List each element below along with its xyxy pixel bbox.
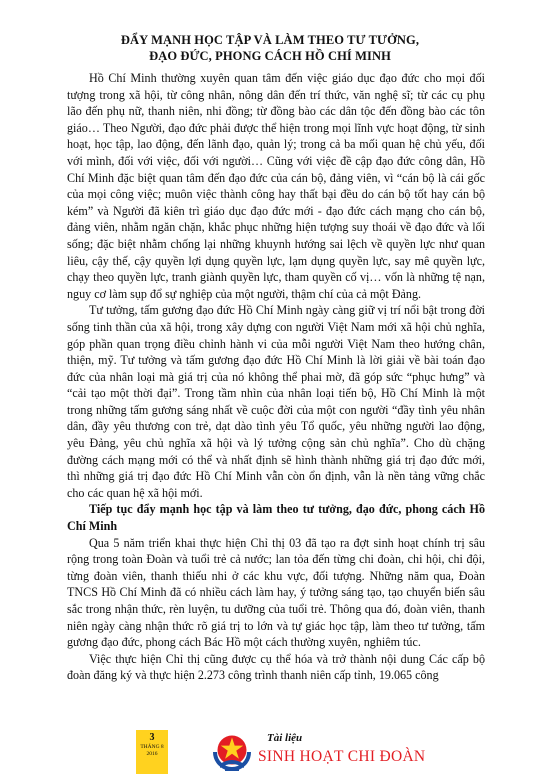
paragraph-2: Tư tưởng, tấm gương đạo đức Hồ Chí Minh ngày càng giữ vị trí nổi bật trong đời sống tinh thần của xã hội, trong xây dựng con người Việt Nam mới xã hội chủ nghĩa, góp phần quan trọng điều chỉnh hành vi của mỗi người Việt Nam theo hướng chân, thiện, mỹ. Tư tưởng và tấm gương đạo đức Hồ Chí Minh là lời giải về bài toán đạo đức của nhân loại mà giá trị của nó không thể phai mờ, đã góp sức “phục hưng” và “cải tạo một thời đại”. Trong tầm nhìn của nhân loại tiến bộ, Hồ Chí Minh là một trong những tấm gương sáng nhất về cuộc đời của một con người “đầy tình yêu nhân dân, đầy yêu thương con trẻ, dạt dào tình yêu Tổ quốc, yêu những người lao động, yêu Đảng, yêu chủ nghĩa xã hội và lý tưởng cộng sản chủ nghĩa”. Cho dù chặng đường cách mạng mới có thể và nhất định sẽ hình thành những giá trị đạo đức mới, thì những giá trị đạo đức Hồ Chí Minh vẫn còn ổn định, vẫn là nền tảng vững chắc cho các quan hệ xã hội mới. [67, 303, 485, 500]
youth-union-emblem-icon [211, 726, 253, 774]
title-line-1: ĐẨY MẠNH HỌC TẬP VÀ LÀM THEO TƯ TƯỞNG, [120, 33, 420, 47]
article-title [60, 32, 480, 64]
paragraph-1: Hồ Chí Minh thường xuyên quan tâm đến việc giáo dục đạo đức cho mọi đối tượng trong xã hội, từ công nhân, nông dân đến trí thức, văn nghệ sĩ; từ các cụ phụ lão đến phụ nữ, thanh niên, nhi đồng; từ đồng bào các dân tộc đến đồng bào các tôn giáo… Theo Người, đạo đức phải được thể hiện trong mọi lĩnh vực hoạt động, từ sinh hoạt, học tập, lao động, đến lãnh đạo, quản lý; trong cả ba mối quan hệ chủ yếu, đối với mình, đối với việc, đối với người… Cũng với việc đề cập đạo đức công dân, Hồ Chí Minh đặc biệt quan tâm đến đạo đức của cán bộ, đảng viên, vì “cán bộ là cái gốc của mọi công việc; muôn việc thành công hay thất bại đều do cán bộ tốt hay cán bộ kém” và Người đã kiên trì giáo dục đạo đức mới - đạo đức cách mạng cho cán bộ, đảng viên, nhằm ngăn chặn, khắc phục những hiện tượng suy thoái về đạo đức và lối sống; đặc biệt nhằm chống lại những khuynh hướng sai lệch về quyền lực như quan liêu, cậy thế, cậy quyền lợi dụng quyền lực, lạm dụng quyền lực, say mê quyền lực, chạy theo quyền lực, tranh giành quyền lực, tham quyền cố vị… vốn là những tệ nạn, nguy cơ làm sụp đổ sự nghiệp của một người, thậm chí của cả một Đảng. [67, 71, 485, 301]
issue-year: 2016 [146, 751, 158, 757]
page-number-badge [136, 730, 168, 774]
paragraph-3: Qua 5 năm triển khai thực hiện Chỉ thị 03 đã tạo ra đợt sinh hoạt chính trị sâu rộng trong toàn Đoàn và tuổi trẻ cả nước; lan tỏa đến từng chi đoàn, chi hội, chi đội, từng đoàn viên, thanh thiếu nhi ở các khu vực, đối tượng. Những năm qua, Đoàn TNCS Hồ Chí Minh đã có nhiều cách làm hay, ý tưởng sáng tạo, tạo chuyển biến sâu sắc trong nhận thức, rèn luyện, tu dưỡng của tuổi trẻ. Thông qua đó, đoàn viên, thanh niên ngày càng nhận thức rõ giá trị to lớn và tự giác học tập, làm theo tư tưởng, tấm gương đạo đức, phong cách Bác Hồ một cách thường xuyên, nghiêm túc. [67, 535, 485, 650]
paragraph-4: Việc thực hiện Chỉ thị cũng được cụ thể hóa và trở thành nội dung Các cấp bộ đoàn đăng ký và thực hiện 2.273 công trình thanh niên cấp tỉnh, 19.065 công [67, 651, 485, 683]
issue-month: THÁNG 8 [140, 744, 164, 750]
journal-label: Tài liệu [267, 732, 303, 744]
section-heading: Tiếp tục đẩy mạnh học tập và làm theo tư tưởng, đạo đức, phong cách Hồ Chí Minh [67, 502, 485, 534]
article-body [67, 70, 485, 684]
page-number: 3 [149, 732, 155, 743]
title-line-2: ĐẠO ĐỨC, PHONG CÁCH HỒ CHÍ MINH [149, 49, 391, 63]
page-footer [0, 718, 540, 780]
journal-name: SINH HOẠT CHI ĐOÀN [258, 748, 426, 765]
